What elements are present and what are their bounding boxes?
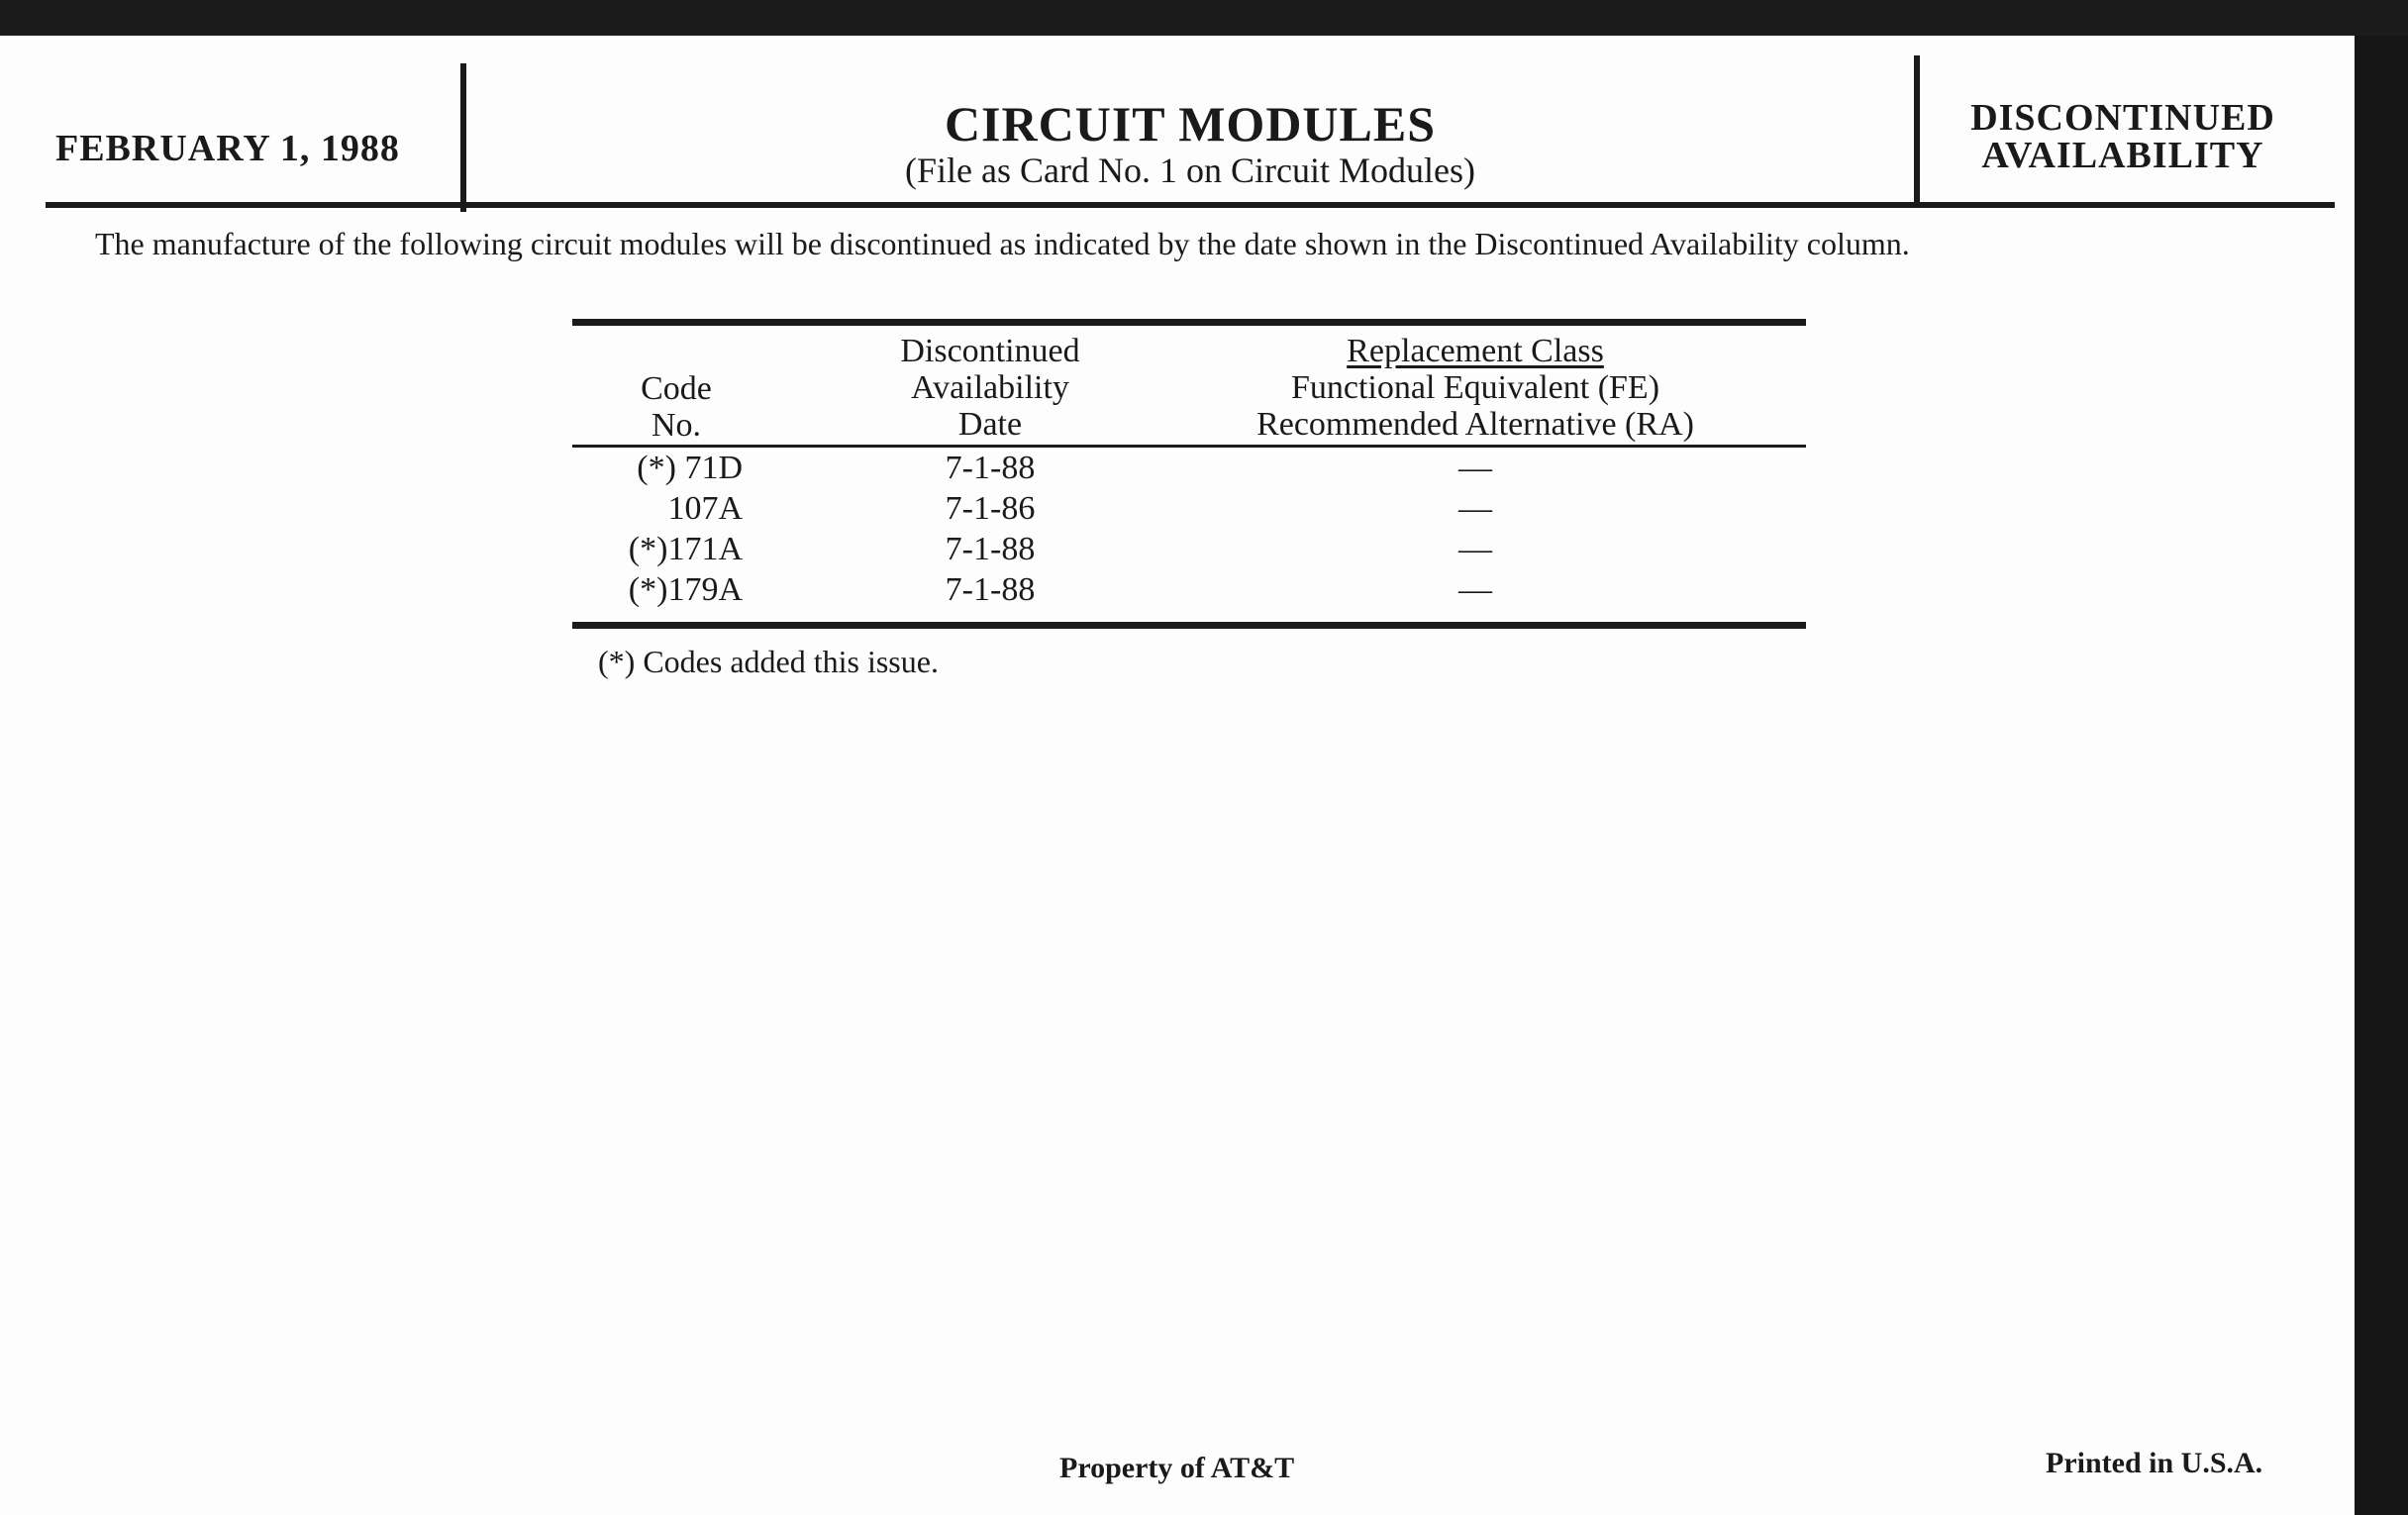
cell-date: 7-1-88 <box>945 450 1036 486</box>
cell-code: (*)179A <box>628 571 743 608</box>
table-row <box>572 448 1806 488</box>
scan-edge <box>2355 36 2408 1515</box>
cell-replacement: — <box>1458 531 1492 567</box>
footer-printed: Printed in U.S.A. <box>2046 1447 2263 1479</box>
col-header-code-line1: Code <box>641 370 712 407</box>
cell-replacement: — <box>1458 571 1492 608</box>
table-row <box>572 569 1806 610</box>
col-header-date-line1: Discontinued <box>900 333 1080 369</box>
col-header-code <box>604 370 749 444</box>
header-center <box>466 97 1914 190</box>
cell-replacement: — <box>1458 450 1492 486</box>
cell-replacement: — <box>1458 490 1492 527</box>
cell-code: 107A <box>667 490 743 527</box>
col-header-date-line3: Date <box>957 406 1023 443</box>
header-rule <box>46 202 2335 208</box>
document-title: CIRCUIT MODULES <box>944 96 1437 152</box>
status-label <box>1920 99 2326 174</box>
cell-code: (*)171A <box>628 531 743 567</box>
col-header-replacement-line2: Functional Equivalent (FE) <box>1290 369 1660 406</box>
col-header-code-line2: No. <box>651 407 702 444</box>
cell-code: (*) 71D <box>637 450 743 486</box>
table-row <box>572 529 1806 569</box>
status-line-1: DISCONTINUED <box>1970 97 2275 139</box>
col-header-replacement-line3: Recommended Alternative (RA) <box>1256 406 1694 443</box>
col-header-date-line2: Availability <box>911 369 1069 406</box>
table-bottom-rule <box>572 622 1806 629</box>
table-top-rule <box>572 319 1806 326</box>
table-row <box>572 488 1806 529</box>
cell-date: 7-1-88 <box>945 531 1036 567</box>
col-header-date <box>852 333 1129 443</box>
issue-date: FEBRUARY 1, 1988 <box>55 128 400 169</box>
status-line-2: AVAILABILITY <box>1981 135 2264 176</box>
col-header-replacement-line1: Replacement Class <box>1347 333 1604 369</box>
cell-date: 7-1-88 <box>945 571 1036 608</box>
col-header-replacement <box>1188 333 1762 443</box>
document-subtitle: (File as Card No. 1 on Circuit Modules) <box>905 151 1475 190</box>
footnote: (*) Codes added this issue. <box>598 644 939 679</box>
cell-date: 7-1-86 <box>945 490 1036 527</box>
footer-property: Property of AT&T <box>1059 1452 1295 1484</box>
intro-text: The manufacture of the following circuit modules will be discontinued as indicated by the date shown in the Discontinued Availability column. <box>95 226 1910 261</box>
